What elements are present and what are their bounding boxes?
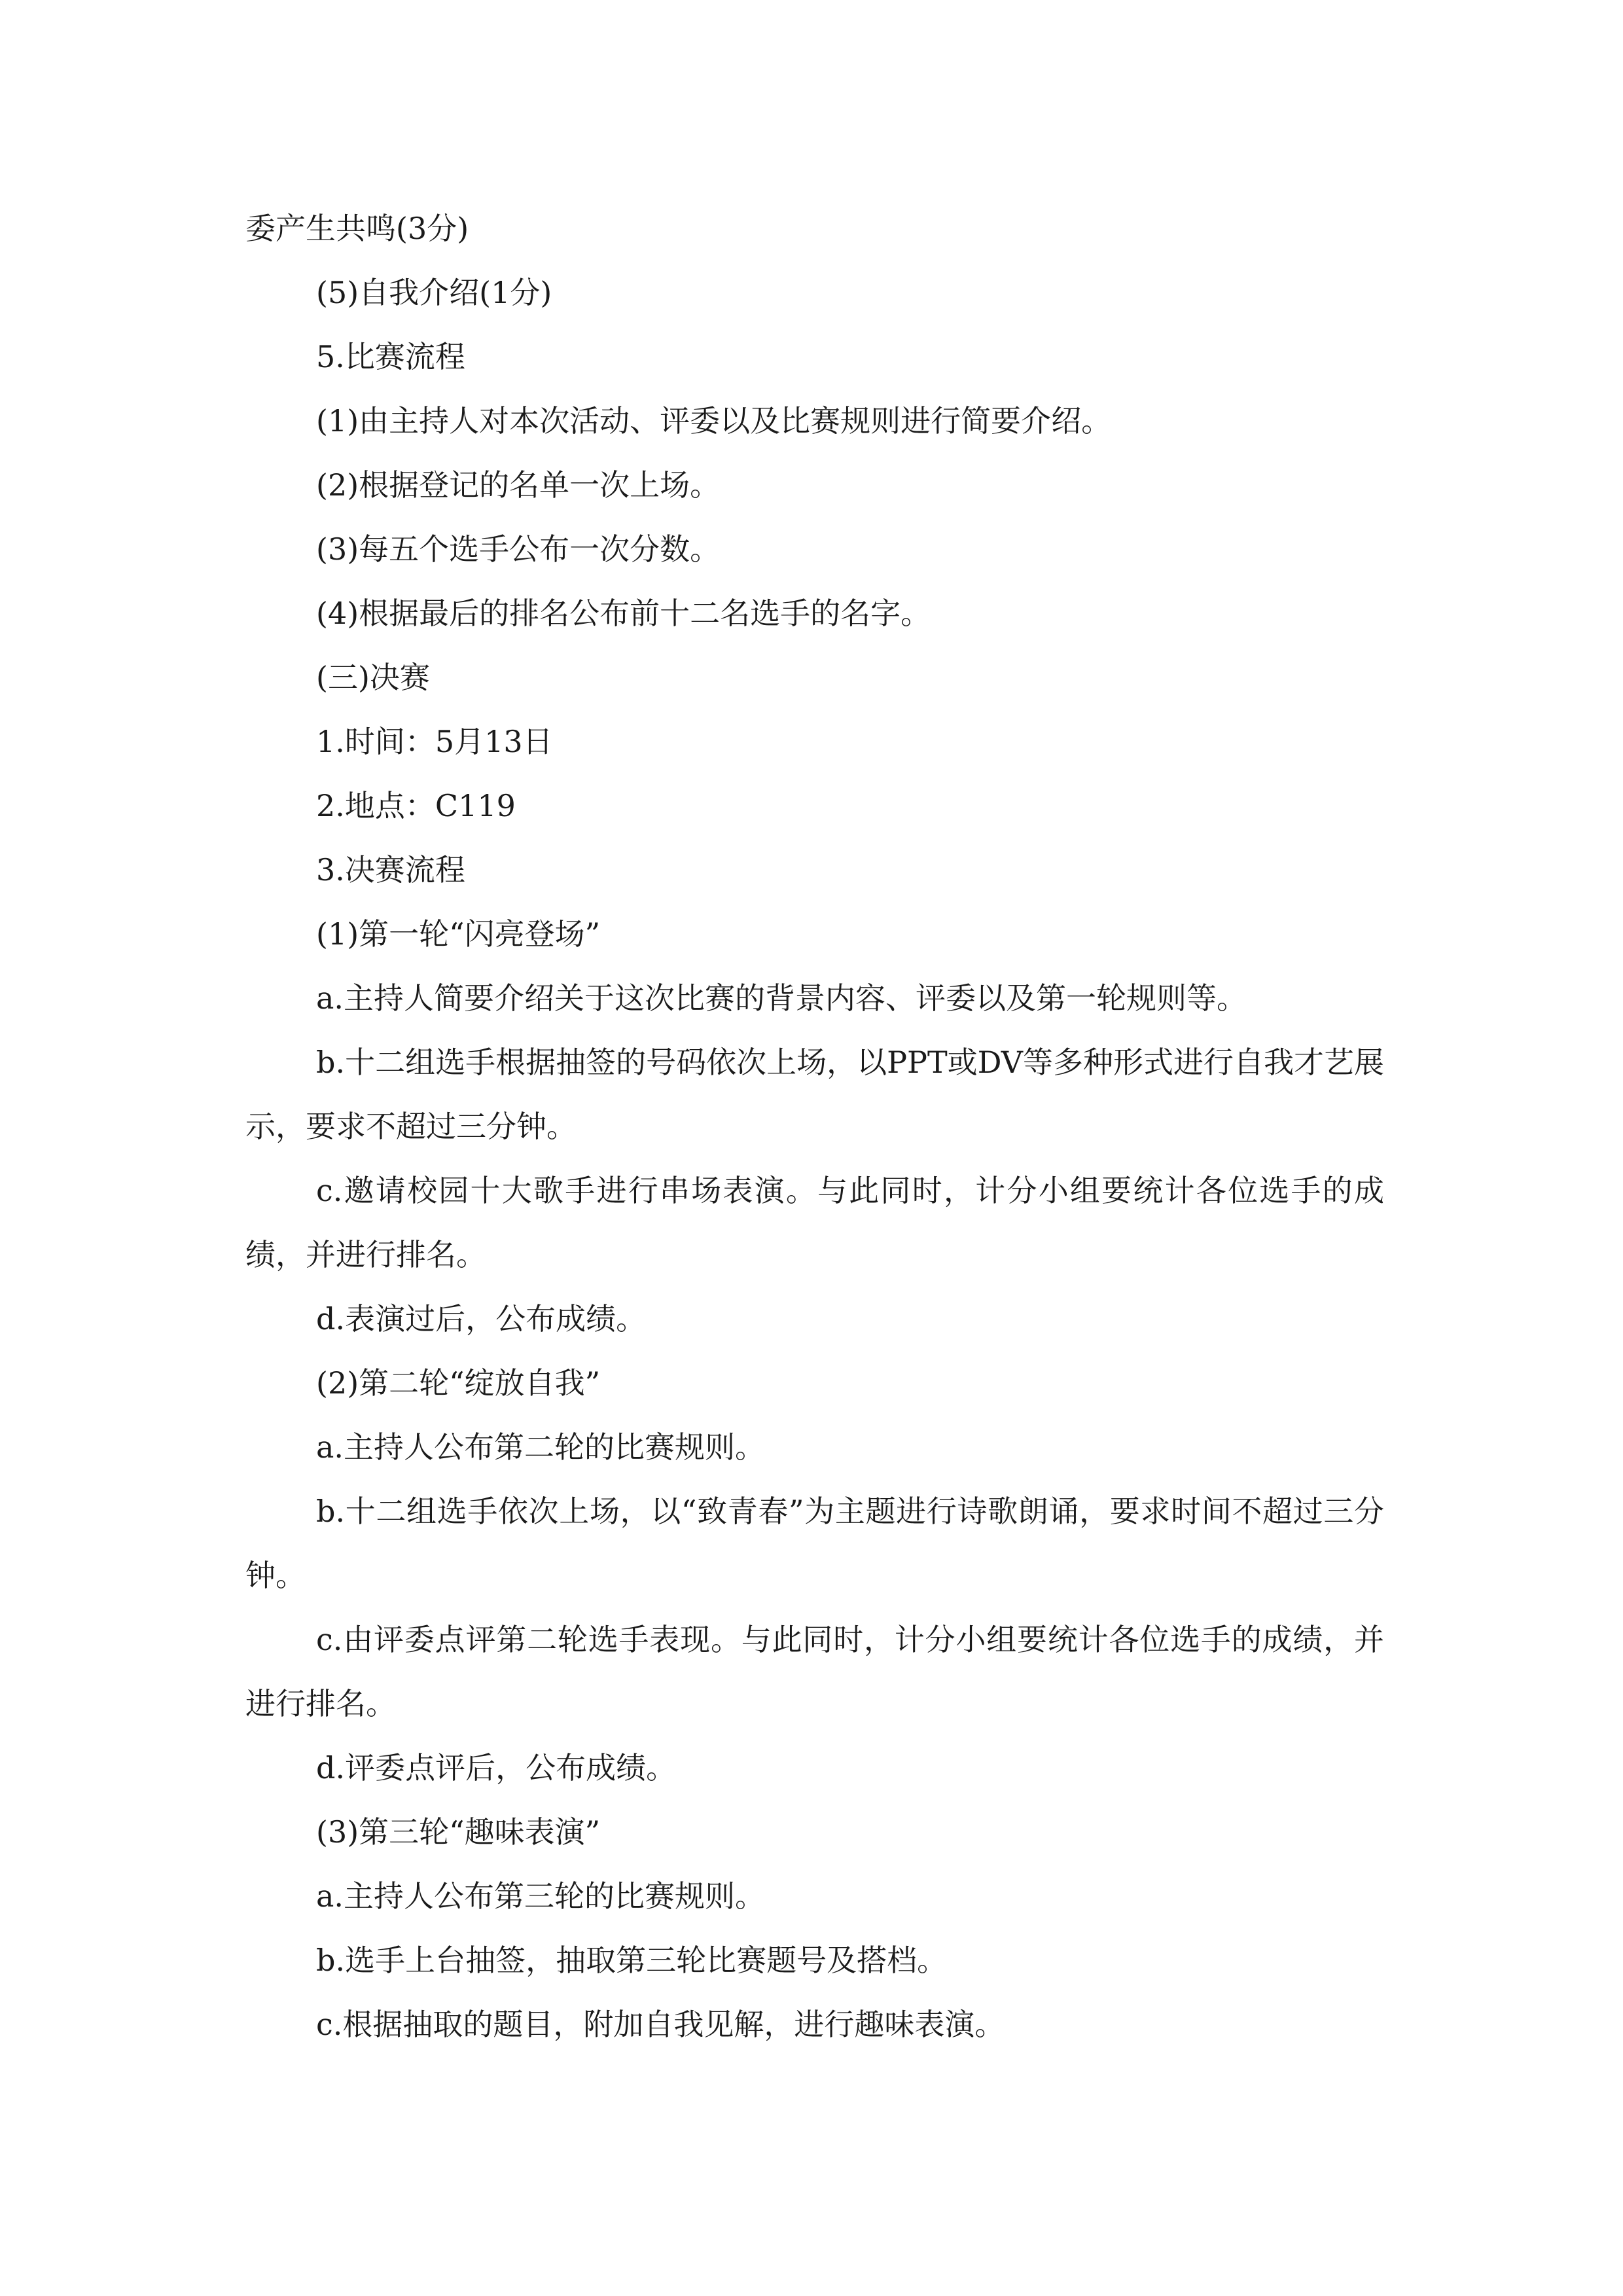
process-step-3: (3)每五个选手公布一次分数。 bbox=[316, 531, 721, 567]
round-3-item-b: b.选手上台抽签，抽取第三轮比赛题号及搭档。 bbox=[316, 1943, 948, 1978]
section-heading-competition-process: 5.比赛流程 bbox=[316, 339, 465, 374]
text-line: 委产生共鸣(3分) bbox=[245, 211, 469, 246]
section-heading-final-process: 3.决赛流程 bbox=[316, 852, 465, 888]
round-3-item-c: c.根据抽取的题目，附加自我见解，进行趣味表演。 bbox=[316, 2007, 1005, 2042]
final-time: 1.时间：5月13日 bbox=[316, 724, 553, 759]
round-3-item-a: a.主持人公布第三轮的比赛规则。 bbox=[316, 1878, 766, 1914]
process-step-2: (2)根据登记的名单一次上场。 bbox=[316, 467, 721, 503]
scoring-item-5: (5)自我介绍(1分) bbox=[316, 275, 552, 310]
round-2-item-d: d.评委点评后，公布成绩。 bbox=[316, 1750, 677, 1785]
round-2-item-a: a.主持人公布第二轮的比赛规则。 bbox=[316, 1429, 766, 1465]
round-1-item-c: c.邀请校园十大歌手进行串场表演。与此同时，计分小组要统计各位选手的成绩，并进行排名。 bbox=[245, 1173, 1384, 1272]
final-location: 2.地点：C119 bbox=[316, 788, 516, 823]
round-2-item-b: b.十二组选手依次上场，以“致青春”为主题进行诗歌朗诵，要求时间不超过三分钟。 bbox=[245, 1494, 1384, 1593]
document-body bbox=[245, 196, 1384, 2056]
round-2-item-c: c.由评委点评第二轮选手表现。与此同时，计分小组要统计各位选手的成绩，并进行排名。 bbox=[245, 1622, 1384, 1721]
round-1-item-d: d.表演过后，公布成绩。 bbox=[316, 1301, 647, 1336]
process-step-4: (4)根据最后的排名公布前十二名选手的名字。 bbox=[316, 596, 931, 631]
round-1-item-a: a.主持人简要介绍关于这次比赛的背景内容、评委以及第一轮规则等。 bbox=[316, 980, 1247, 1016]
round-2-heading: (2)第二轮“绽放自我” bbox=[316, 1365, 601, 1401]
process-step-1: (1)由主持人对本次活动、评委以及比赛规则进行简要介绍。 bbox=[316, 403, 1112, 439]
round-1-heading: (1)第一轮“闪亮登场” bbox=[316, 916, 601, 952]
section-heading-final: (三)决赛 bbox=[316, 660, 430, 695]
round-1-item-b: b.十二组选手根据抽签的号码依次上场，以PPT或DV等多种形式进行自我才艺展示，要求不超过三分钟。 bbox=[245, 1045, 1384, 1144]
round-3-heading: (3)第三轮“趣味表演” bbox=[316, 1814, 601, 1850]
